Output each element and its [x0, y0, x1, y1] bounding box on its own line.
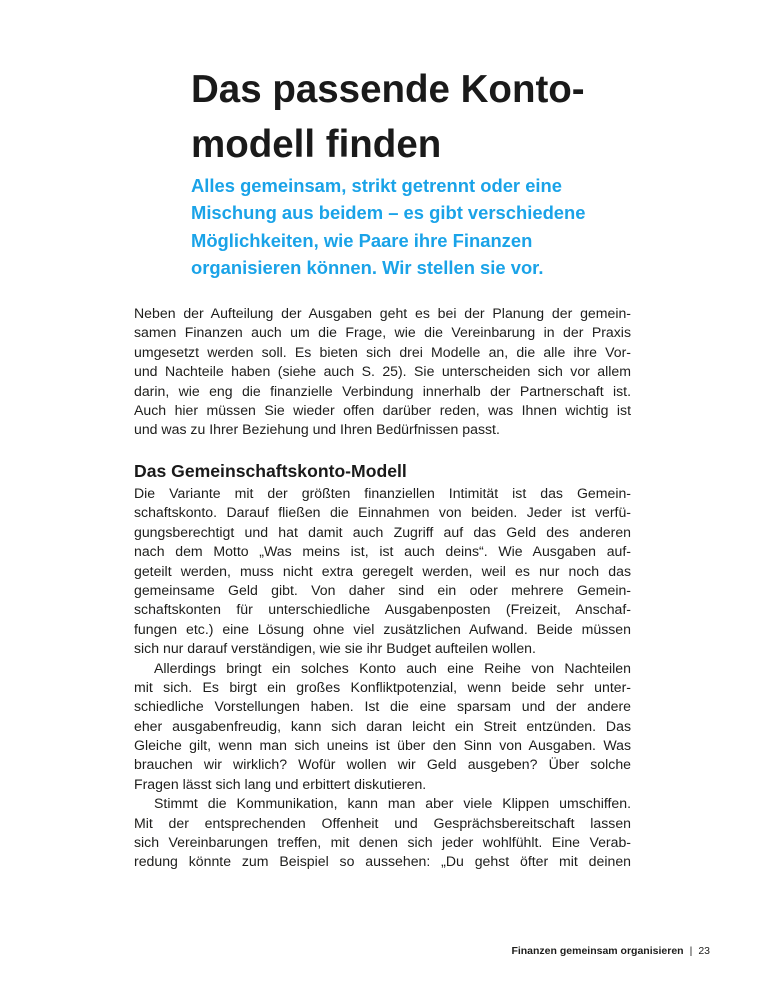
text-line: mit sich. Es birgt ein großes Konfliktpotenzial, wenn beide sehr unter- [134, 678, 631, 695]
text-line: und was zu Ihrer Beziehung und Ihren Bedürfnissen passt. [134, 421, 500, 438]
text-line: schiedliche Vorstellungen haben. Ist die eine sparsam und der andere [134, 698, 631, 715]
section-heading: Das Gemeinschaftskonto-Modell [134, 461, 407, 481]
text-line: Mit der entsprechenden Offenheit und Gesprächsbereitschaft lassen [134, 814, 631, 831]
page-number: 23 [698, 945, 710, 957]
text-line: Auch hier müssen Sie wieder offen darüber reden, was Ihnen wichtig ist [134, 401, 631, 418]
page-footer [511, 944, 710, 958]
text-line: darin, wie eng die finanzielle Verbindung innerhalb der Partnerschaft ist. [134, 382, 631, 399]
text-line: schaftskonto. Darauf fließen die Einnahmen von beiden. Jeder ist verfü- [134, 504, 631, 521]
lead-line: Möglichkeiten, wie Paare ihre Finanzen [191, 229, 533, 251]
text-line: brauchen wir wirklich? Wofür wollen wir Geld ausgeben? Über solche [134, 756, 631, 773]
text-line: Stimmt die Kommunikation, kann man aber viele Klippen umschiffen. [154, 795, 631, 812]
lead-line: Mischung aus beidem – es gibt verschiedene [191, 202, 586, 224]
text-line: und Nachteile haben (siehe auch S. 25). Sie unterscheiden sich vor allem [134, 363, 631, 380]
text-line: eher ausgabenfreudig, kann sich daran leicht ein Streit entzünden. Das [134, 717, 631, 734]
lead-paragraph [191, 172, 661, 281]
footer-separator: | [689, 945, 693, 957]
text-line: schaftskonten für unterschiedliche Ausgabenposten (Freizeit, Anschaf- [134, 601, 631, 618]
text-line: gemeinsame Geld gibt. Von daher sind ein oder mehrere Gemein- [134, 581, 631, 598]
title-line: modell finden [191, 123, 442, 166]
intro-paragraph [134, 304, 631, 440]
text-line: samen Finanzen auch um die Frage, wie die Vereinbarung in der Praxis [134, 324, 631, 341]
text-line: Fragen lässt sich lang und erbittert diskutieren. [134, 775, 427, 792]
text-line: gungsberechtigt und hat damit auch Zugriff auf das Geld des anderen [134, 523, 631, 540]
text-line: Allerdings bringt ein solches Konto auch eine Reihe von Nachteilen [154, 659, 631, 676]
text-line: umgesetzt werden soll. Es bieten sich drei Modelle an, die alle ihre Vor- [134, 343, 631, 360]
running-head: Finanzen gemeinsam organisieren [511, 945, 684, 957]
lead-line: Alles gemeinsam, strikt getrennt oder eine [191, 175, 562, 196]
text-line: sich nur darauf verständigen, wie sie ihr Budget aufteilen wollen. [134, 640, 536, 657]
text-line: sich Vereinbarungen treffen, mit denen sich jeder wohlfühlt. Eine Verab- [134, 834, 631, 851]
text-line: nach dem Motto „Was meins ist, ist auch deins“. Wie Ausgaben auf- [134, 543, 631, 560]
text-line: Gleiche gilt, wenn man sich uneins ist über den Sinn von Ausgaben. Was [134, 737, 631, 754]
section-body [134, 484, 631, 872]
text-line: Die Variante mit der größten finanziellen Intimität ist das Gemein- [134, 485, 631, 501]
text-line: fungen etc.) eine Lösung ohne viel zusätzlichen Aufwand. Beide müssen [134, 620, 631, 637]
text-line: geteilt werden, muss nicht extra geregelt werden, weil es nur noch das [134, 562, 631, 579]
text-line: Neben der Aufteilung der Ausgaben geht es bei der Planung der gemein- [134, 305, 631, 321]
title-line: Das passende Konto- [191, 68, 585, 111]
lead-line: organisieren können. Wir stellen sie vor. [191, 256, 544, 278]
text-line: redung könnte zum Beispiel so aussehen: „Du gehst öfter mit deinen [134, 853, 631, 870]
page-title [191, 62, 651, 172]
